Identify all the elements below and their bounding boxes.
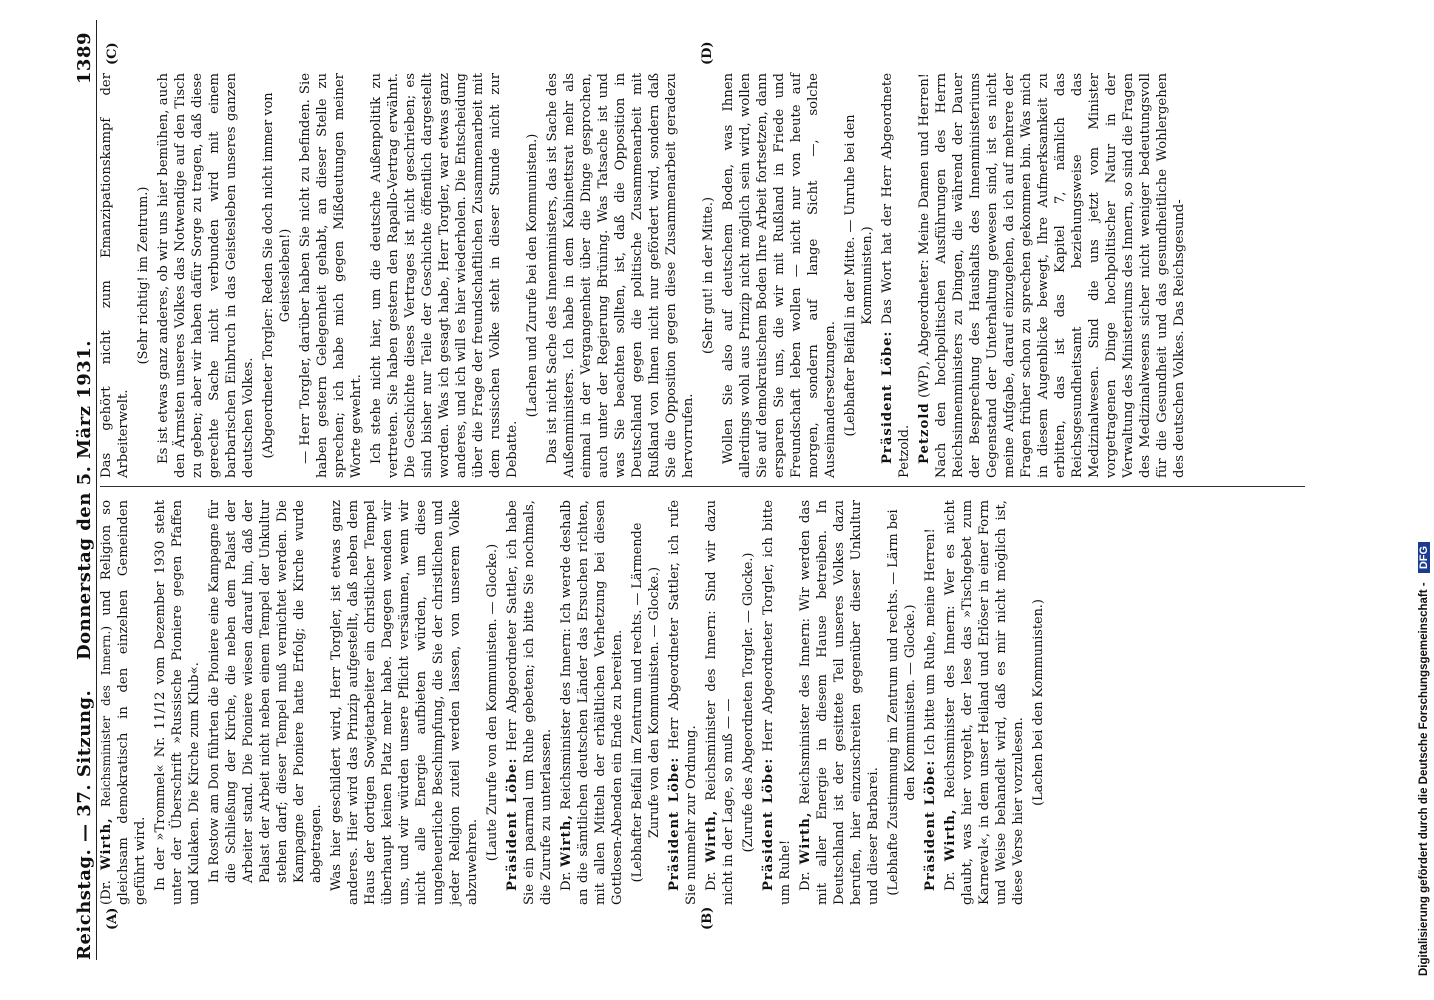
margin-marker-d: (D) xyxy=(700,41,715,65)
paragraph xyxy=(703,500,737,905)
paragraph xyxy=(922,500,939,905)
prefix: Dr. xyxy=(943,871,958,891)
interjection: (Lebhafte Zustimmung im Zentrum und rechts. — Lärm bei den Kommunisten. — Glocke.) xyxy=(886,509,918,896)
margin-marker-b: (B) xyxy=(700,906,715,930)
interjection: (Abgeordneter Torgler: Reden Sie doch nicht immer von Geistesleben!) xyxy=(261,92,293,459)
margin-marker-c: (C) xyxy=(105,42,120,65)
speaker-role: Reichsminister des Innern.) xyxy=(99,625,113,808)
prefix: (Dr. xyxy=(99,880,114,905)
paragraph-text: Reichsminister des Innern: Sind wir dazu nicht in der Lage, so muß — — xyxy=(704,500,736,905)
paragraph-text: und Religion so gleichsam demokratisch in den einzelnen Gemeinden geführt wird. xyxy=(99,499,148,905)
paragraph-text: Reichsminister des Innern: Wir werden das mit aller Energie in diesem Hause betreiben. In Deutschland ist der gesittete Teil unseres Volkes dazu berufen, hier einzuschreiten gegenüber dieser Unkultur und dieser Barbarei. xyxy=(798,500,881,905)
page-number: 1389 xyxy=(74,32,95,85)
paragraph xyxy=(879,73,913,478)
paragraph: Ich stehe nicht hier, um die deutsche Außenpolitik zu vertreten. Sie haben gestern den Rapallo-Vertrag erwähnt. Die Geschichte dieses Vertrages ist nicht geschrieben; es sind bisher nur Teile der Geschichte öffentlich dargestellt worden. Was ich gesagt habe, Herr Torgler, war etwas ganz anderes, und ich will es hier wiederholen. Die Entscheidung über die Frage der freundschaftlichen Zusammenarbeit mit dem russischen Volke steht in dieser Stunde nicht zur Debatte. xyxy=(369,73,520,478)
prefix: Dr. xyxy=(798,871,813,891)
interjection: (Lebhafter Beifall in der Mitte. — Unruhe bei den Kommunisten.) xyxy=(843,114,875,437)
paragraph: Es ist etwas ganz anderes, ob wir uns hier bemühen, auch den Ärmsten unseres Volkes das Notwendige auf den Tisch zu geben; aber wir haben dafür Sorge zu tragen, daß diese gerechte Sache nicht verbunden wird mit einem barbarischen Einbruch in das Geistesleben unseres ganzen deutschen Volkes. xyxy=(156,73,256,478)
speaker-name: Wirth, xyxy=(99,817,114,871)
speaker-name: Präsident Löbe: xyxy=(880,330,895,464)
paragraph-text: Herr Abgeordneter Sattler, ich rufe Sie nunmehr zur Ordnung. xyxy=(667,500,699,905)
dfg-logo: DFG xyxy=(1418,542,1430,573)
interjection: (Lebhafter Beifall im Zentrum und rechts. — Lärmende Zurufe von den Kommunisten. — Glocke.) xyxy=(630,522,662,883)
interjection: (Laute Zurufe von den Kommunisten. — Glocke.) xyxy=(485,543,500,862)
speaker-name: Präsident Löbe: xyxy=(505,757,520,891)
paragraph-text: Herr Abgeordneter Torgler, ich bitte um Ruhe! xyxy=(761,500,793,905)
paragraph: Wollen Sie also auf deutschem Boden, was Ihnen allerdings wohl aus Prinzip nicht möglich sein wird, wollen Sie auf demokratischem Boden Ihre Arbeit fortsetzen, dann ersparen Sie uns, die wir mit Rußland in Friede und Freundschaft leben wollen — nicht nur von heute auf morgen, sondern auf lange Sicht —, solche Auseinandersetzungen. xyxy=(721,73,838,478)
speaker-name: Präsident Löbe: xyxy=(667,756,682,891)
paragraph: Das gehört nicht zum Emanzipationskampf der Arbeiterwelt. xyxy=(99,73,131,478)
right-column xyxy=(98,73,1191,478)
speaker-name: Wirth, xyxy=(559,814,574,867)
header-rule xyxy=(96,20,97,960)
paragraph xyxy=(558,500,626,905)
header-date: Donnerstag den 5. März 1931. xyxy=(74,339,95,660)
speaker-name: Petzold xyxy=(917,402,932,464)
paragraph xyxy=(504,500,555,905)
speaker-name: Präsident Löbe: xyxy=(923,759,938,891)
paragraph-text: Herr Abgeordneter Sattler, ich habe Sie ein paarmal um Ruhe gebeten; ich bitte Sie nochmals, die Zurufe zu unterlassen. xyxy=(505,500,554,905)
funding-notice xyxy=(1418,16,1430,976)
funding-text: Digitalisierung gefördert durch die Deutsche Forschungsgemeinschaft - xyxy=(1418,582,1430,976)
prefix: Dr. xyxy=(559,871,574,891)
interjection: (Lachen und Zurufe bei den Kommunisten.) xyxy=(525,133,540,418)
prefix: Dr. xyxy=(704,871,719,891)
header-session: Reichstag. — 37. Sitzung. xyxy=(74,689,95,960)
margin-marker-a: (A) xyxy=(105,907,120,930)
interjection: (Lachen bei den Kommunisten.) xyxy=(1031,599,1046,806)
paragraph xyxy=(916,73,1188,478)
paragraph xyxy=(942,500,1027,905)
paragraph-text: Das Wort hat der Herr Abgeordnete Petzold. xyxy=(880,73,912,478)
quotation: In Rostow am Don führten die Pioniere eine Kampagne für die Schließung der Kirche, die neben dem Palast der Arbeiter stand. Die Pioniere wiesen darauf hin, daß der Palast der Arbeit nicht neben einem Tempel der Unkultur stehen darf; dieser Tempel muß vernichtet werden. Die Kampagne der Pioniere hatte Erfolg; die Kirche wurde abgetragen. xyxy=(207,500,324,883)
paragraph xyxy=(98,500,149,905)
paragraph xyxy=(797,500,882,905)
speaker-name: Wirth, xyxy=(798,811,813,865)
interjection: (Zurufe des Abgeordneten Torgler. — Glocke.) xyxy=(741,552,756,853)
paragraph xyxy=(666,500,700,905)
column-divider xyxy=(100,486,1305,487)
paragraph-text: (WP), Abgeordneter: Meine Damen und Herren! Nach den hochpolitischen Ausführungen des Herrn Reichsinnenministers zu Dingen, die während der Dauer der Besprechung des Haushalts des Innenministeriums Gegenstand der Unterhaltung gewesen sind, ist es nicht meine Aufgabe, darauf einzugehen, da ich auf mehrere der Fragen früher schon zu sprechen gekommen bin. Was mich in diesem Augenblicke bewegt, Ihre Aufmerksamkeit zu erbitten, das ist das Kapitel 7, nämlich das Reichsgesundheitsamt beziehungsweise das Medizinalwesen. Sind die uns jetzt vom Minister vorgetragenen Dinge hochpolitischer Natur in der Verwaltung des Ministeriums des Innern, so sind die Fragen des Medizinalwesens sicher nicht weniger bedeutungsvoll für die Gesundheit und das gesundheitliche Wohlergehen des deutschen Volkes. Das Reichsgesund- xyxy=(917,73,1187,478)
paragraph-text: Ich bitte um Ruhe, meine Herren! xyxy=(923,528,938,756)
paragraph-text: Reichsminister des Innern: Wer es nicht glaubt, was hier vorgeht, der lese das »Tischgebet zum Karneval«, in dem unser Heiland und Erlöser in einer Form und Weise behandelt wird, daß es mir nicht möglich ist, diese Verse hier vorzulesen. xyxy=(943,500,1026,905)
paragraph: Was hier geschildert wird, Herr Torgler, ist etwas ganz anderes. Hier wird das Prinzip aufgestellt, daß neben dem Haus der dortigen Sowjetarbeiter ein christlicher Tempel überhaupt keinen Platz mehr habe. Dagegen wenden wir uns, und wir würden unsere Pflicht versäumen, wenn wir nicht alle Energie aufbieten würden, um diese ungeheuerliche Beschimpfung, die Sie der christlichen und jeder Religion zuteil werden lassen, von unserem Volke abzuwehren. xyxy=(329,500,480,905)
speaker-name: Wirth, xyxy=(943,808,958,862)
speaker-name: Wirth, xyxy=(704,809,719,863)
paragraph: — Herr Torgler, darüber haben Sie nicht zu befinden. Sie haben gestern Gelegenheit gehabt, an dieser Stelle zu sprechen; ich habe mich gegen Mißdeutungen meiner Worte gewehrt. xyxy=(298,73,364,478)
paragraph: Das ist nicht Sache des Innenministers, das ist Sache des Außenministers. Ich habe in dem Kabinettsrat mehr als einmal in der Vergangenheit über die Dinge gesprochen, auch unter der Regierung Brüning. Was Tatsache ist und was Sie beachten sollten, ist, daß die Opposition in Deutschland gegen die politische Zusammenarbeit mit Rußland von Ihnen nicht nur gefördert wird, sondern daß Sie die Opposition gegen diese Zusammenarbeit geradezu hervorrufen. xyxy=(545,73,696,478)
paragraph: In der »Trommel« Nr. 11/12 vom Dezember 1930 steht unter der Überschrift »Russische Pioniere gegen Pfaffen und Kulaken. Die Kirche zum Klub«. xyxy=(153,500,202,905)
paragraph xyxy=(760,500,794,905)
interjection: (Sehr gut! in der Mitte.) xyxy=(701,197,716,355)
interjection: (Sehr richtig! im Zentrum.) xyxy=(136,186,151,365)
paragraph-text: Reichsminister des Innern: Ich werde deshalb an die sämtlichen deutschen Länder das Ersuchen richten, mit allen Mitteln der erhältlichen Verhetzung bei diesen Gottlosen-Abenden ein Ende zu bereiten. xyxy=(559,500,625,905)
speaker-name: Präsident Löbe: xyxy=(761,757,776,891)
left-column xyxy=(98,500,1050,905)
